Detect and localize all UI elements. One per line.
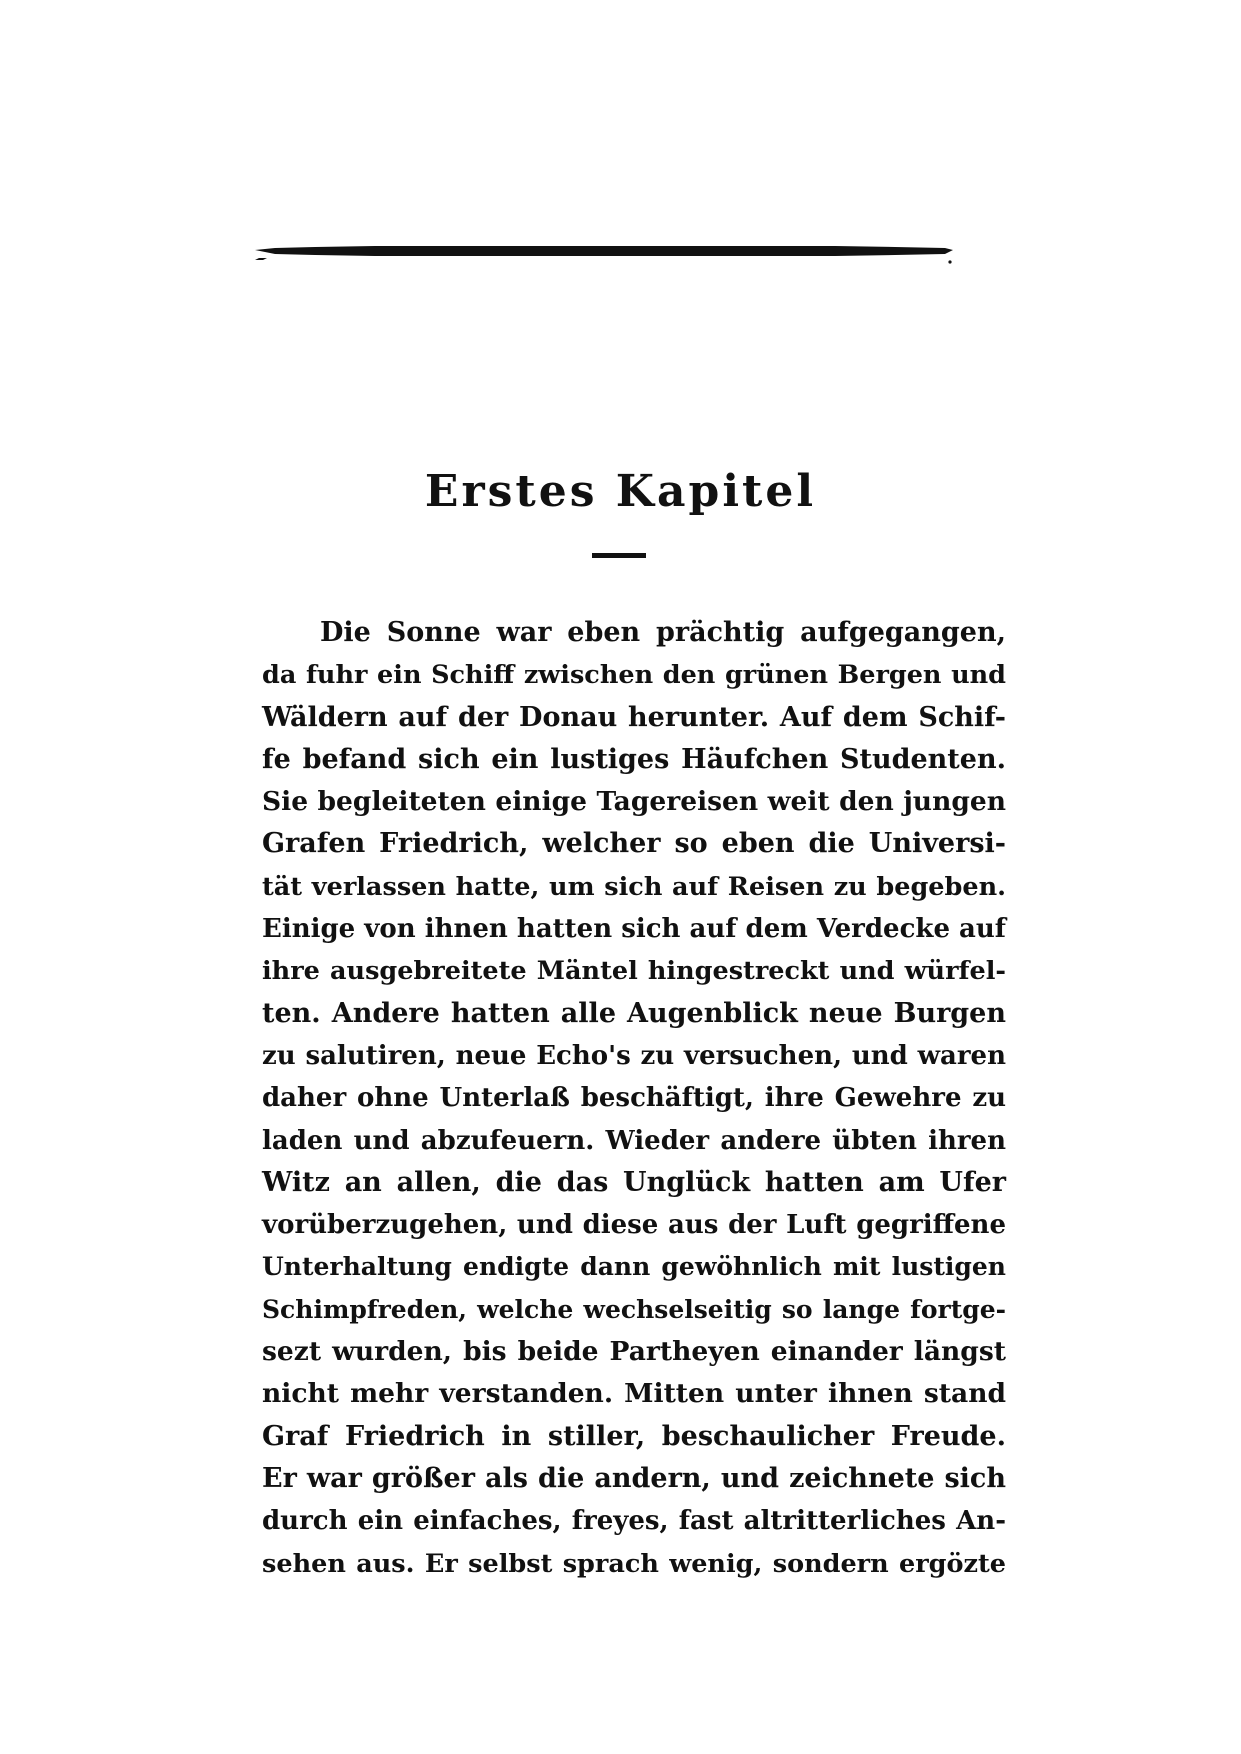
body-paragraph <box>262 612 1006 1585</box>
text-line: fe befand sich ein lustiges Häufchen Studenten. <box>262 743 1006 775</box>
text-line: sehen aus. Er selbst sprach wenig, sondern ergözte <box>262 1548 1006 1579</box>
text-line: Er war größer als die andern, und zeichnete sich <box>262 1462 1006 1494</box>
text-line: Graf Friedrich in stiller, beschaulicher Freude. <box>262 1420 1006 1452</box>
text-line: Schimpfreden, welche wechselseitig so lange fortge- <box>262 1294 1006 1324</box>
text-line: Wäldern auf der Donau herunter. Auf dem Schif- <box>262 701 1006 733</box>
text-line: Sie begleiteten einige Tagereisen weit den jungen <box>262 786 1006 818</box>
text-line: tät verlassen hatte, um sich auf Reisen zu begeben. <box>262 871 1006 902</box>
text-line: vorüberzugehen, und diese aus der Luft gegriffene <box>262 1210 1006 1241</box>
text-line: daher ohne Unterlaß beschäftigt, ihre Gewehre zu <box>262 1083 1006 1114</box>
title-underline <box>592 553 646 558</box>
chapter-title: Erstes Kapitel <box>424 466 817 517</box>
text-line: sezt wurden, bis beide Partheyen einander längst <box>262 1336 1006 1368</box>
text-line: zu salutiren, neue Echo's zu versuchen, und waren <box>262 1040 1006 1071</box>
ornamental-rule <box>255 236 955 266</box>
text-line: laden und abzufeuern. Wieder andere übten ihren <box>262 1125 1006 1156</box>
text-line: da fuhr ein Schiff zwischen den grünen Bergen und <box>262 660 1006 691</box>
text-line: ten. Andere hatten alle Augenblick neue Burgen <box>262 997 1006 1029</box>
text-line: Unterhaltung endigte dann gewöhnlich mit lustigen <box>262 1252 1006 1282</box>
text-line: Einige von ihnen hatten sich auf dem Verdecke auf <box>262 914 1006 945</box>
text-line: ihre ausgebreitete Mäntel hingestreckt und würfel- <box>262 956 1006 987</box>
text-line: durch ein einfaches, freyes, fast altritterliches An- <box>262 1506 1006 1537</box>
text-line: Witz an allen, die das Unglück hatten am Ufer <box>262 1166 1006 1198</box>
text-line: Die Sonne war eben prächtig aufgegangen, <box>320 617 1006 648</box>
text-line: Grafen Friedrich, welcher so eben die Universi- <box>262 828 1006 860</box>
text-line: nicht mehr verstanden. Mitten unter ihnen stand <box>262 1378 1006 1410</box>
